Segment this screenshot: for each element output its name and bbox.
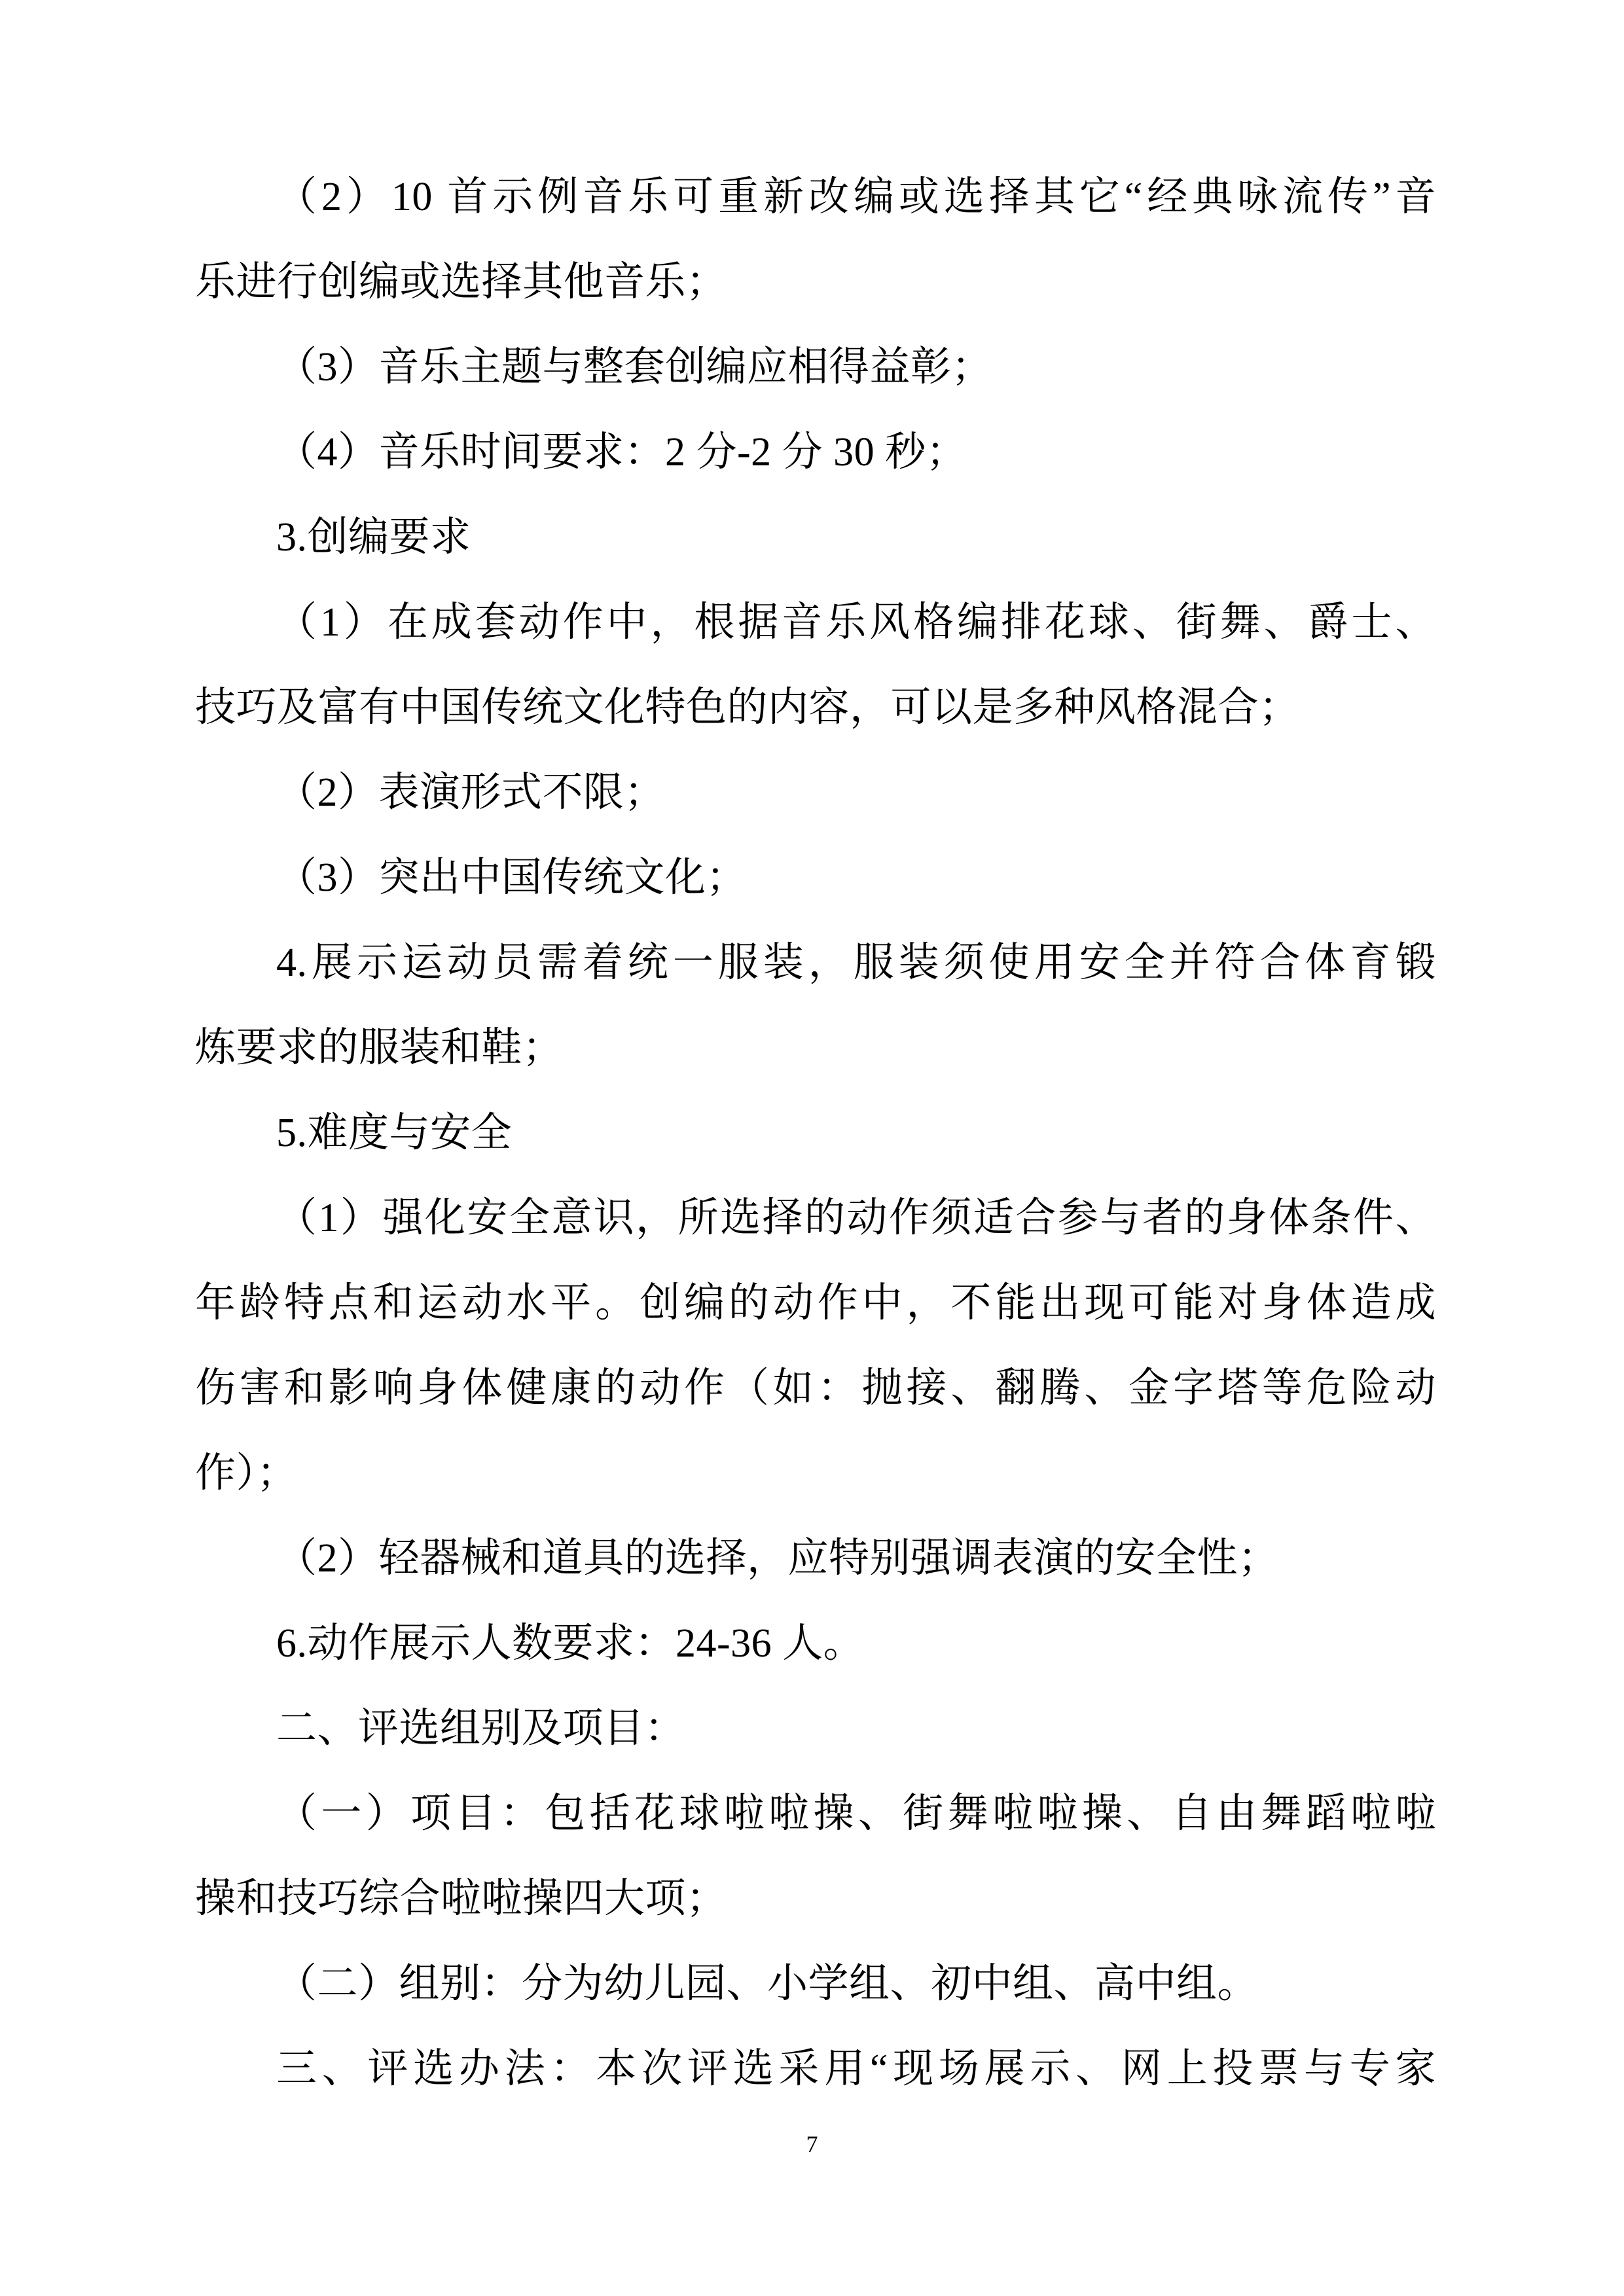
text-line: （一）项目：包括花球啦啦操、街舞啦啦操、自由舞蹈啦啦: [276, 1791, 1436, 1836]
text-line: （3）突出中国传统文化；: [276, 855, 748, 900]
text-line: 三、评选办法：本次评选采用“现场展示、网上投票与专家: [276, 2047, 1436, 2091]
text-line: 3.创编要求: [276, 515, 471, 560]
text-line: （1）强化安全意识，所选择的动作须适合参与者的身体条件、: [276, 1196, 1436, 1240]
text-line: （1）在成套动作中，根据音乐风格编排花球、街舞、爵士、: [276, 600, 1436, 645]
page-number: 7: [806, 2131, 818, 2157]
text-line: 技巧及富有中国传统文化特色的内容，可以是多种风格混合；: [195, 685, 1300, 730]
text-line: 操和技巧综合啦啦操四大项；: [195, 1876, 727, 1921]
text-block: [195, 154, 1436, 2111]
text-line: 二、评选组别及项目：: [276, 1706, 686, 1751]
text-line: （二）组别：分为幼儿园、小学组、初中组、高中组。: [276, 1962, 1259, 2006]
text-line: 乐进行创编或选择其他音乐；: [195, 260, 727, 304]
text-line: （2）轻器械和道具的选择，应特别强调表演的安全性；: [276, 1536, 1279, 1581]
text-line: 伤害和影响身体健康的动作（如：抛接、翻腾、金字塔等危险动: [195, 1366, 1436, 1410]
text-line: 年龄特点和运动水平。创编的动作中，不能出现可能对身体造成: [195, 1281, 1436, 1325]
text-line: 炼要求的服装和鞋；: [195, 1026, 564, 1070]
text-line: （2）表演形式不限；: [276, 770, 666, 815]
text-line: 4.展示运动员需着统一服装，服装须使用安全并符合体育锻: [276, 941, 1436, 985]
text-line: （3）音乐主题与整套创编应相得益彰；: [276, 345, 993, 389]
text-line: 6.动作展示人数要求：24-36 人。: [276, 1621, 865, 1666]
text-line: （2）10 首示例音乐可重新改编或选择其它“经典咏流传”音: [276, 175, 1436, 219]
text-line: （4）音乐时间要求：2 分-2 分 30 秒；: [276, 430, 967, 475]
text-line: 5.难度与安全: [276, 1111, 513, 1155]
text-line: 作）；: [195, 1451, 298, 1496]
